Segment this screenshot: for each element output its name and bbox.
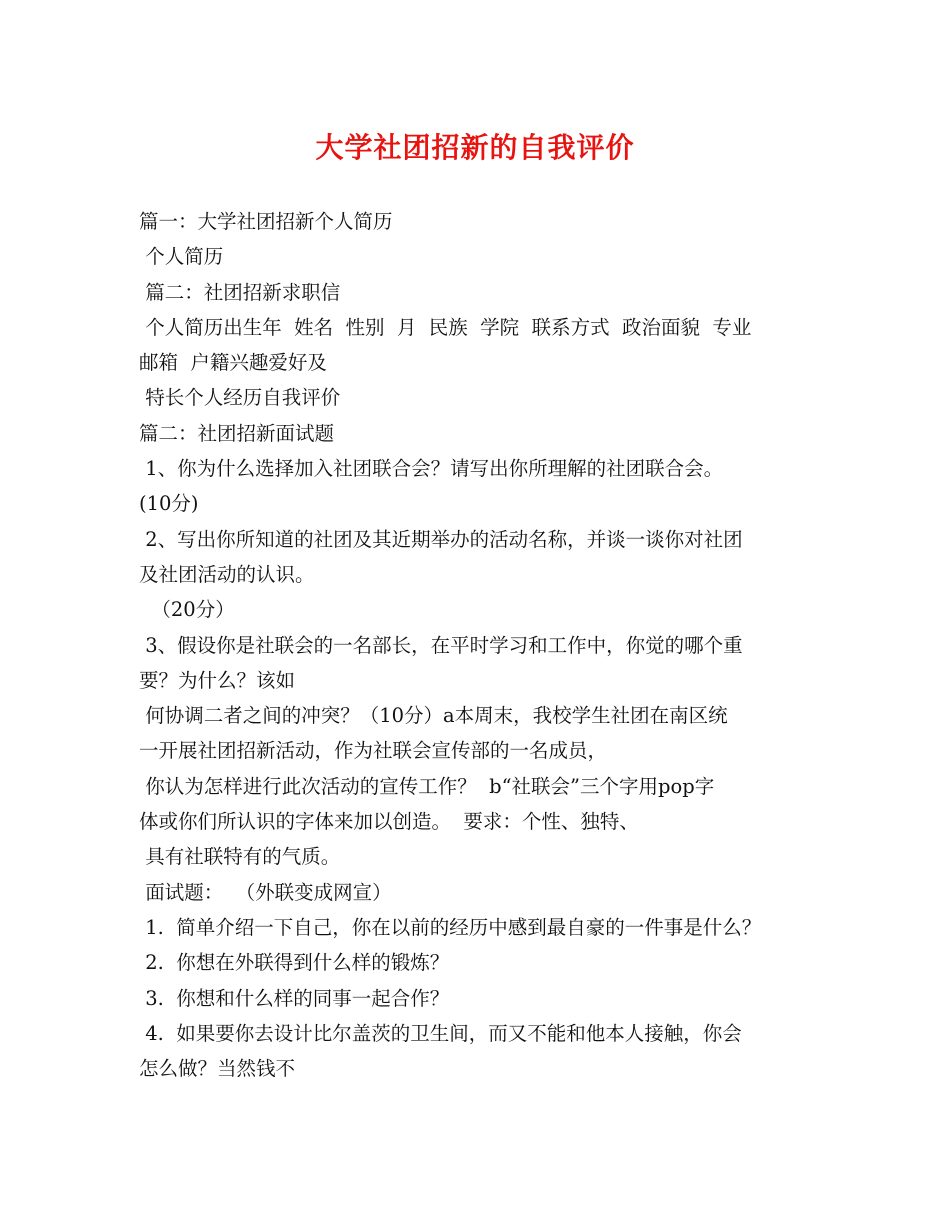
- text-line: 2. 你想在外联得到什么样的锻炼？: [139, 951, 450, 975]
- text-line: 个人简历: [139, 245, 224, 269]
- text-line: 体或你们所认识的字体来加以创造。 要求：个性、独特、: [139, 810, 639, 834]
- text-line: 1. 简单介绍一下自己，你在以前的经历中感到最自豪的一件事是什么？: [139, 915, 762, 939]
- document-body: [139, 204, 829, 1086]
- document-title: 大学社团招新的自我评价: [315, 131, 635, 164]
- text-line: 邮箱 户籍兴趣爱好及: [139, 351, 327, 375]
- text-line: 篇二：社团招新求职信: [139, 280, 341, 304]
- text-line: 篇二：社团招新面试题: [139, 421, 335, 445]
- text-line: (10分): [139, 492, 199, 516]
- text-line: 面试题： （外联变成网宣）: [139, 880, 392, 904]
- text-line: 2、写出你所知道的社团及其近期举办的活动名称，并谈一谈你对社团: [139, 527, 743, 551]
- text-line: 何协调二者之间的冲突？（10分）a本周末，我校学生社团在南区统: [139, 704, 728, 728]
- text-line: 篇一：大学社团招新个人简历: [139, 210, 393, 233]
- text-line: 一开展社团招新活动，作为社联会宣传部的一名成员，: [139, 739, 608, 763]
- text-line: 及社团活动的认识。: [139, 562, 315, 586]
- text-line: 3、假设你是社联会的一名部长，在平时学习和工作中，你觉的哪个重: [139, 633, 743, 657]
- text-line: 特长个人经历自我评价: [139, 386, 341, 410]
- text-line: 你认为怎样进行此次活动的宣传工作？ b“社联会”三个字用pop字: [139, 774, 715, 798]
- text-line: （20分）: [139, 598, 235, 622]
- text-line: 具有社联特有的气质。: [139, 845, 341, 869]
- text-line: 4. 如果要你去设计比尔盖茨的卫生间，而又不能和他本人接触，你会: [139, 1021, 742, 1045]
- text-line: 个人简历出生年 姓名 性别 月 民族 学院 联系方式 政治面貌 专业: [139, 315, 752, 339]
- text-line: 要？为什么？该如: [139, 668, 296, 692]
- text-line: 1、你为什么选择加入社团联合会？请写出你所理解的社团联合会。: [139, 457, 724, 481]
- text-line: 怎么做？当然钱不: [139, 1057, 296, 1081]
- text-line: 3. 你想和什么样的同事一起合作？: [139, 986, 450, 1010]
